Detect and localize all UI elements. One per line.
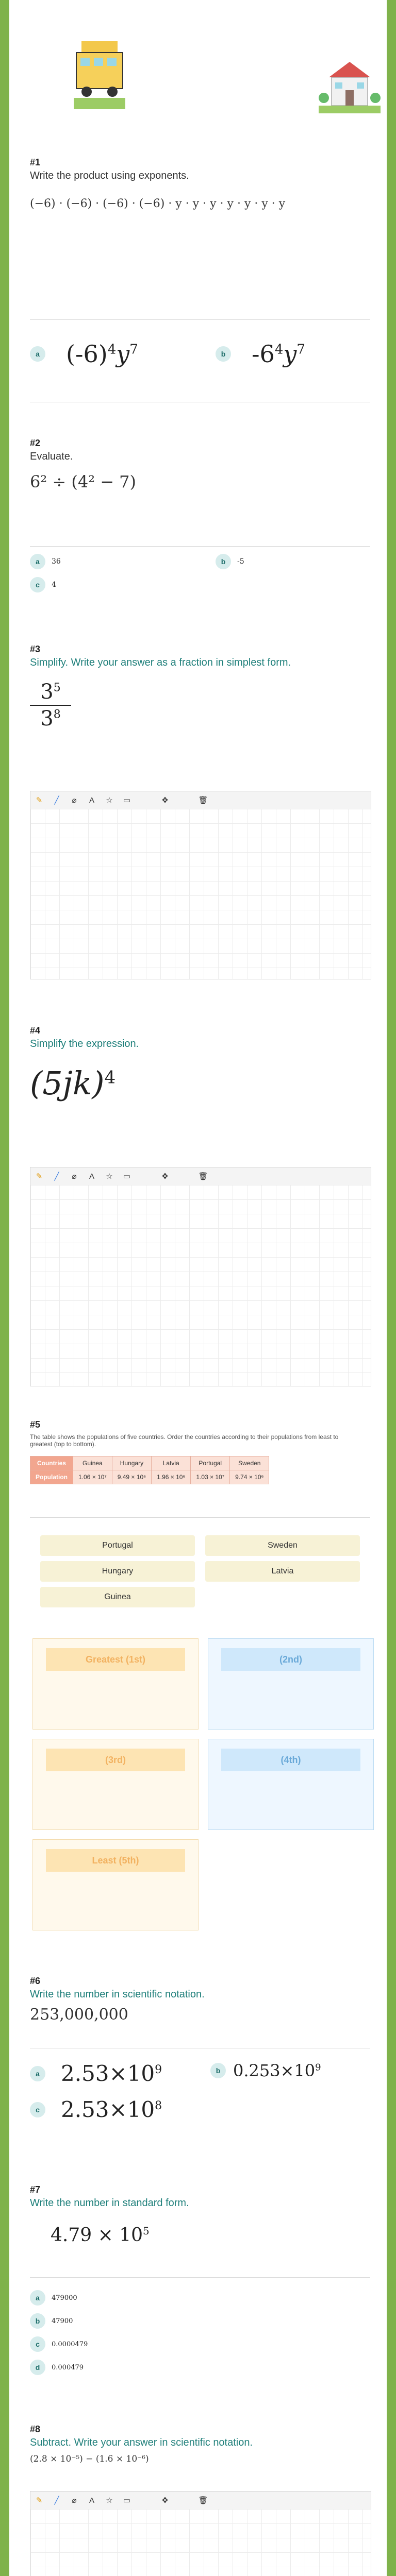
- choice-letter: c: [30, 2102, 45, 2117]
- trash-icon[interactable]: 🗑: [198, 796, 208, 805]
- divider: [30, 319, 370, 320]
- target-label: (4th): [221, 1749, 360, 1771]
- drawing-canvas[interactable]: [30, 2509, 371, 2576]
- question-value: 253,000,000: [30, 2006, 128, 2024]
- choice-c[interactable]: [30, 577, 56, 592]
- choice-letter: a: [30, 2066, 45, 2081]
- page-border: [387, 0, 396, 2576]
- pencil-icon[interactable]: ✎: [36, 1172, 43, 1181]
- choice-b[interactable]: [30, 2313, 73, 2329]
- question-6: [30, 1976, 375, 2024]
- drag-tile[interactable]: Portugal: [40, 1535, 195, 1556]
- question-number: #4: [30, 1025, 41, 1036]
- population-table: Countries Guinea Hungary Latvia Portugal Sweden Population 1.06 × 10⁷ 9.49 × 10⁶ 1.96 × 10⁶ 1.03 × 10⁷ 9.74 × 10⁶: [30, 1456, 269, 1484]
- drawing-toolbar: [30, 1167, 371, 1185]
- text-icon[interactable]: A: [89, 2496, 94, 2505]
- question-number: #1: [30, 157, 41, 167]
- drop-target-2[interactable]: [208, 1638, 374, 1730]
- target-label: Greatest (1st): [46, 1648, 185, 1671]
- choice-letter: b: [216, 346, 231, 362]
- image-icon[interactable]: ▭: [123, 1172, 131, 1181]
- drag-tile[interactable]: Hungary: [40, 1561, 195, 1582]
- header-banner: [9, 0, 387, 118]
- question-number: #3: [30, 644, 41, 654]
- star-icon[interactable]: ☆: [106, 1172, 113, 1181]
- drop-target-5[interactable]: [32, 1839, 199, 1930]
- question-4: [30, 1025, 375, 1102]
- target-label: (3rd): [46, 1749, 185, 1771]
- text-icon[interactable]: A: [89, 1172, 94, 1181]
- question-expression: (−6) · (−6) · (−6) · (−6) · y · y · y · y · y · y · y: [30, 197, 286, 210]
- choice-a[interactable]: [30, 2061, 162, 2086]
- question-expression: $4.79 \times 10^5$: [51, 2225, 150, 2246]
- question-3: [30, 644, 375, 731]
- highlighter-icon[interactable]: ⌀: [72, 796, 77, 805]
- choice-a[interactable]: [30, 340, 138, 368]
- choice-b[interactable]: [216, 340, 305, 368]
- drag-tile[interactable]: Latvia: [205, 1561, 360, 1582]
- pencil-icon[interactable]: ✎: [36, 2496, 43, 2505]
- highlighter-icon[interactable]: ⌀: [72, 1172, 77, 1181]
- image-icon[interactable]: ▭: [123, 2496, 131, 2505]
- question-prompt: Write the number in standard form.: [30, 2197, 189, 2209]
- choice-letter: c: [30, 577, 45, 592]
- choice-letter: a: [30, 2290, 45, 2306]
- choice-d[interactable]: [30, 2360, 84, 2375]
- star-icon[interactable]: ☆: [106, 2496, 113, 2505]
- drawing-toolbar: [30, 791, 371, 809]
- choice-value: 479000: [52, 2294, 77, 2302]
- question-5: [30, 1419, 375, 1484]
- highlighter-icon[interactable]: ⌀: [72, 2496, 77, 2505]
- drop-target-1[interactable]: [32, 1638, 199, 1730]
- question-prompt: Simplify the expression.: [30, 1038, 139, 1049]
- star-icon[interactable]: ☆: [106, 796, 113, 805]
- choice-value: 47900: [52, 2317, 73, 2325]
- question-expression: 6² ÷ (4² − 7): [30, 472, 137, 492]
- drawing-toolbar: [30, 2491, 371, 2510]
- choice-math: $-6^4y^7$: [252, 340, 305, 368]
- choice-value: 36: [52, 557, 61, 566]
- choice-b[interactable]: [210, 2061, 321, 2080]
- choice-math: $(-6)^4y^7$: [66, 340, 138, 368]
- choice-letter: b: [216, 554, 231, 569]
- trash-icon[interactable]: 🗑: [198, 1172, 208, 1181]
- choice-value: 0.0000479: [52, 2340, 88, 2348]
- question-number: #6: [30, 1976, 41, 1986]
- choice-letter: a: [30, 554, 45, 569]
- question-2: [30, 438, 375, 492]
- move-icon[interactable]: ✥: [161, 2496, 169, 2505]
- target-label: Least (5th): [46, 1849, 185, 1872]
- choice-c[interactable]: [30, 2097, 162, 2122]
- question-number: #2: [30, 438, 41, 448]
- question-prompt: The table shows the populations of five countries. Order the countries according to their populations from least to greatest (top to bottom).: [30, 1433, 339, 1448]
- drag-tile[interactable]: Sweden: [205, 1535, 360, 1556]
- target-label: (2nd): [221, 1648, 360, 1671]
- choice-value: 4: [52, 581, 56, 589]
- choice-a[interactable]: [30, 554, 61, 569]
- drawing-canvas[interactable]: [30, 809, 371, 979]
- question-1: [30, 157, 375, 210]
- drop-target-4[interactable]: [208, 1739, 374, 1830]
- choice-c[interactable]: [30, 2336, 88, 2352]
- choice-a[interactable]: [30, 2290, 77, 2306]
- choice-letter: d: [30, 2360, 45, 2375]
- drop-target-3[interactable]: [32, 1739, 199, 1830]
- move-icon[interactable]: ✥: [161, 1172, 169, 1181]
- question-expression: $(5jk)^4$: [30, 1064, 116, 1102]
- fraction: $3^5$ $3^8$: [30, 680, 71, 731]
- question-expression: (2.8 × 10⁻⁵) − (1.6 × 10⁻⁶): [30, 2454, 149, 2464]
- divider: [30, 1517, 370, 1518]
- question-prompt: Evaluate.: [30, 451, 73, 462]
- question-prompt: Write the number in scientific notation.: [30, 1989, 205, 2000]
- choice-math: $2.53\times 10^9$: [61, 2061, 162, 2086]
- image-icon[interactable]: ▭: [123, 796, 131, 805]
- choice-letter: a: [30, 346, 45, 362]
- school-bus-illustration-icon: [71, 36, 128, 113]
- question-number: #5: [30, 1419, 41, 1430]
- choice-math: $2.53\times 10^8$: [61, 2097, 162, 2122]
- text-icon[interactable]: A: [89, 795, 94, 805]
- drag-tile[interactable]: Guinea: [40, 1587, 195, 1607]
- school-building-illustration-icon: [319, 57, 381, 113]
- move-icon[interactable]: ✥: [161, 796, 169, 805]
- drawing-canvas[interactable]: [30, 1185, 371, 1386]
- line-icon[interactable]: ╱: [54, 796, 59, 805]
- worksheet-page: [9, 0, 387, 2576]
- line-icon[interactable]: ╱: [54, 2496, 59, 2505]
- question-prompt: Subtract. Write your answer in scientific notation.: [30, 2437, 253, 2448]
- question-prompt: Write the product using exponents.: [30, 170, 189, 181]
- question-prompt: Simplify. Write your answer as a fraction in simplest form.: [30, 657, 291, 668]
- question-8: [30, 2424, 375, 2464]
- divider: [30, 546, 370, 547]
- question-number: #8: [30, 2424, 41, 2434]
- pencil-icon[interactable]: ✎: [36, 796, 43, 805]
- question-number: #7: [30, 2184, 41, 2195]
- choice-value: -5: [237, 557, 244, 566]
- divider: [30, 2277, 370, 2278]
- choice-value: 0.000479: [52, 2363, 84, 2371]
- choice-letter: b: [210, 2063, 226, 2078]
- choice-math: $0.253\times 10^9$: [233, 2061, 321, 2080]
- choice-b[interactable]: [216, 554, 244, 569]
- question-7: [30, 2184, 375, 2246]
- choice-letter: b: [30, 2313, 45, 2329]
- line-icon[interactable]: ╱: [54, 1172, 59, 1181]
- choice-letter: c: [30, 2336, 45, 2352]
- trash-icon[interactable]: 🗑: [198, 2496, 208, 2505]
